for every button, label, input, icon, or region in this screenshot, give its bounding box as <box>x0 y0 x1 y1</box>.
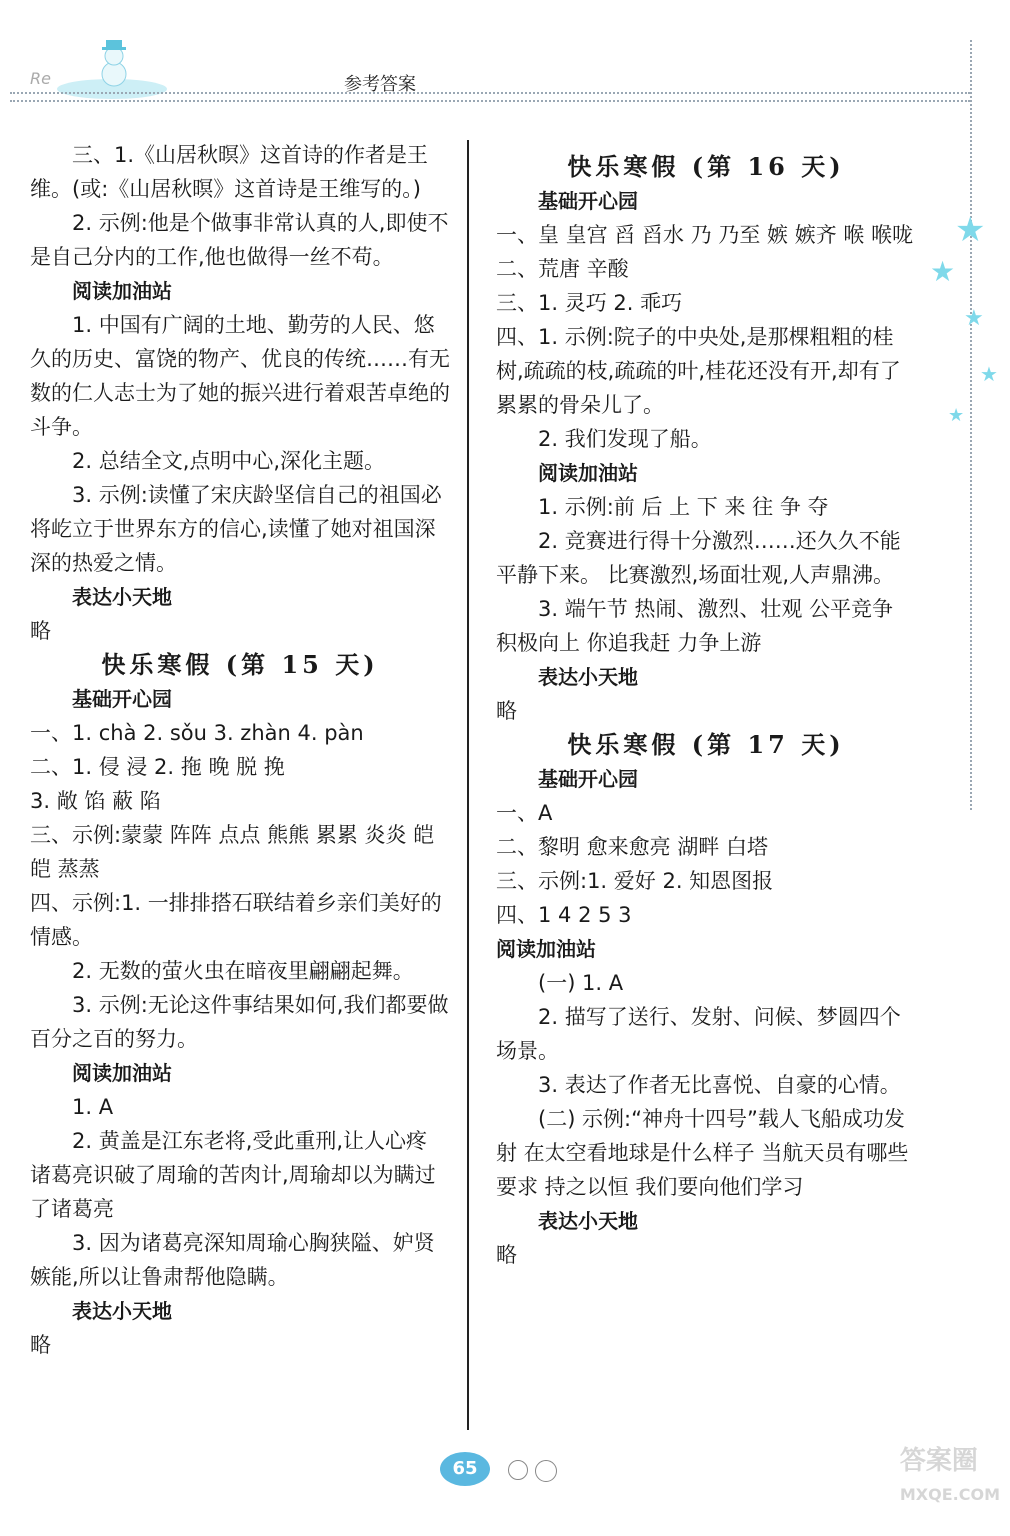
answer-line: 一、皇 皇宫 舀 舀水 乃 乃至 嫉 嫉齐 喉 喉咙 <box>496 223 914 247</box>
answer-line: 1. 示例:前 后 上 下 来 往 争 夺 <box>538 495 829 519</box>
answer-line: 2. 无数的萤火虫在暗夜里翩翩起舞。 <box>72 959 414 983</box>
subsection-heading: 阅读加油站 <box>496 937 596 961</box>
subsection-heading: 表达小天地 <box>72 585 172 609</box>
answer-line: 2. 总结全文,点明中心,深化主题。 <box>72 449 386 473</box>
answer-line: 2. 描写了送行、发射、问候、梦圆四个场景。 <box>496 1005 901 1063</box>
page-number: 65 <box>440 1452 490 1486</box>
answer-line: 二、黎明 愈来愈亮 湖畔 白塔 <box>496 835 769 859</box>
star-icon: ★ <box>930 255 956 288</box>
answer-line: 三、示例:蒙蒙 阵阵 点点 熊熊 累累 炎炎 皑皑 蒸蒸 <box>30 823 435 881</box>
answer-line: 1. A <box>72 1095 114 1119</box>
answer-line: 2. 竞赛进行得十分激烈……还久久不能平静下来。 比赛激烈,场面壮观,人声鼎沸。 <box>496 529 901 587</box>
answer-line: 3. 示例:读懂了宋庆龄坚信自己的祖国必将屹立于世界东方的信心,读懂了她对祖国深深的热爱之情。 <box>30 483 442 575</box>
column-divider <box>467 140 469 1430</box>
subsection-heading: 表达小天地 <box>538 665 638 689</box>
answer-line: 3. 敞 馅 蔽 陷 <box>30 789 161 813</box>
answer-line: 2. 黄盖是江东老将,受此重刑,让人心疼 诸葛亮识破了周瑜的苦肉计,周瑜却以为瞒过了诸葛亮 <box>30 1129 436 1221</box>
answer-line: 一、A <box>496 801 553 825</box>
answer-line: 二、1. 侵 浸 2. 拖 晚 脱 挽 <box>30 755 285 779</box>
answer-line: 2. 示例:他是个做事非常认真的人,即使不是自己分内的工作,他也做得一丝不苟。 <box>30 211 449 269</box>
watermark-logo: 答案圈 MXQE.COM <box>899 1446 1000 1504</box>
answer-line: 3. 示例:无论这件事结果如何,我们都要做百分之百的努力。 <box>30 993 449 1051</box>
answer-line: 3. 端午节 热闹、激烈、壮观 公平竞争 积极向上 你追我赶 力争上游 <box>496 597 894 655</box>
star-icon: ★ <box>964 306 984 331</box>
answer-line: 略 <box>30 619 51 643</box>
section-title: 快乐寒假 (第 15 天) <box>101 650 379 679</box>
subsection-heading: 基础开心园 <box>538 189 638 213</box>
subsection-heading: 基础开心园 <box>72 687 172 711</box>
answer-line: 三、1.《山居秋暝》这首诗的作者是王维。(或:《山居秋暝》这首诗是王维写的。) <box>30 143 429 201</box>
subsection-heading: 基础开心园 <box>538 767 638 791</box>
answer-line: (一) 1. A <box>538 971 624 995</box>
subsection-heading: 表达小天地 <box>72 1299 172 1323</box>
left-column <box>30 138 450 1362</box>
star-icon: ★ <box>980 362 998 386</box>
answer-line: 一、1. chà 2. sǒu 3. zhàn 4. pàn <box>30 721 364 745</box>
subsection-heading: 表达小天地 <box>538 1209 638 1233</box>
answer-line: 四、示例:1. 一排排搭石联结着乡亲们美好的情感。 <box>30 891 442 949</box>
subsection-heading: 阅读加油站 <box>72 1061 172 1085</box>
svg-text:Re: Re <box>30 69 51 88</box>
answer-line: 二、荒唐 辛酸 <box>496 257 629 281</box>
subsection-heading: 阅读加油站 <box>538 461 638 485</box>
page-header-title: 参考答案 <box>344 74 416 95</box>
answer-line: 四、1 4 2 5 3 <box>496 903 632 927</box>
subsection-heading: 阅读加油站 <box>72 279 172 303</box>
answer-line: 四、1. 示例:院子的中央处,是那棵粗粗的桂树,疏疏的枝,疏疏的叶,桂花还没有开,却有了累累的骨朵儿了。 <box>496 325 901 417</box>
answer-line: 1. 中国有广阔的土地、勤劳的人民、悠久的历史、富饶的物产、优良的传统……有无数的仁人志士为了她的振兴进行着艰苦卓绝的斗争。 <box>30 313 450 439</box>
star-icon: ★ <box>955 210 986 250</box>
circle-decoration <box>508 1460 528 1480</box>
section-title: 快乐寒假 (第 16 天) <box>567 152 845 181</box>
answer-line: 略 <box>496 699 517 723</box>
right-column <box>496 150 916 1272</box>
circle-decoration <box>535 1460 557 1482</box>
star-icon: ★ <box>948 405 965 426</box>
answer-line: 略 <box>496 1243 517 1267</box>
margin-dotted-line <box>970 40 972 810</box>
answer-line: 3. 因为诸葛亮深知周瑜心胸狭隘、妒贤嫉能,所以让鲁肃帮他隐瞒。 <box>30 1231 435 1289</box>
header-rule-2 <box>10 100 970 102</box>
answer-line: (二) 示例:“神舟十四号”载人飞船成功发射 在太空看地球是什么样子 当航天员有哪些要求 持之以恒 我们要向他们学习 <box>496 1107 909 1199</box>
section-title: 快乐寒假 (第 17 天) <box>567 730 845 759</box>
answer-line: 三、1. 灵巧 2. 乖巧 <box>496 291 683 315</box>
answer-line: 三、示例:1. 爱好 2. 知恩图报 <box>496 869 774 893</box>
answer-line: 3. 表达了作者无比喜悦、自豪的心情。 <box>538 1073 901 1097</box>
answer-line: 2. 我们发现了船。 <box>538 427 712 451</box>
answer-line: 略 <box>30 1333 51 1357</box>
